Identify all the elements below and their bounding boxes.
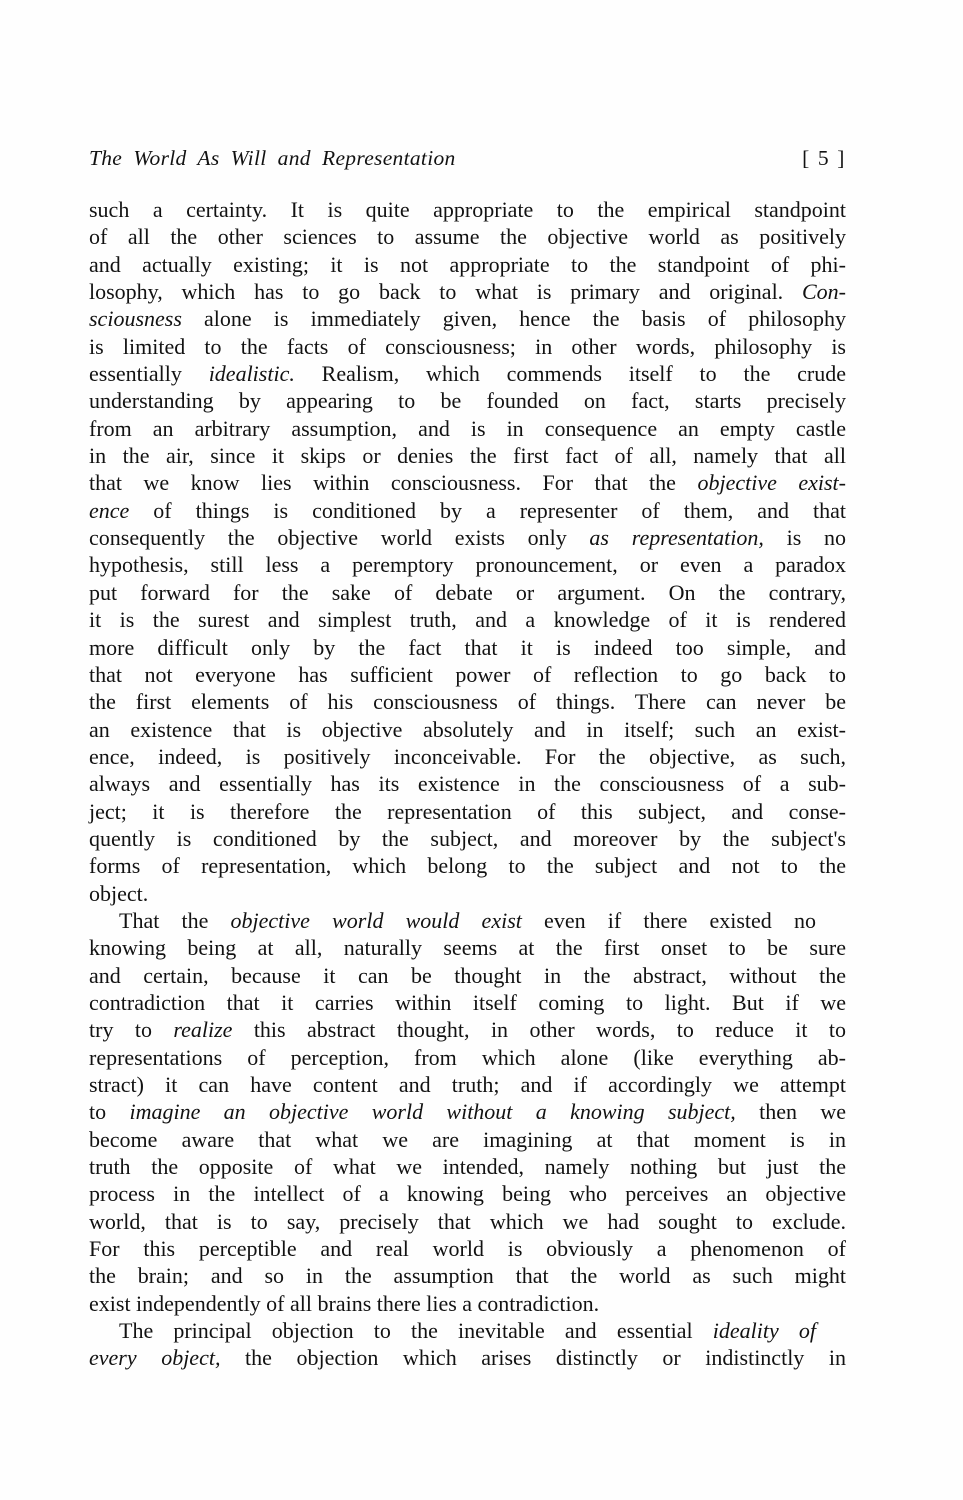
emphasis-text: ence: [89, 497, 130, 523]
plain-text: and actually existing; it is not appropriate to the standpoint of phi-: [89, 251, 846, 277]
plain-text: contradiction that it carries within itself coming to light. But if we: [89, 989, 846, 1015]
text-line-content: [89, 798, 846, 825]
plain-text: alone is immediately given, hence the basis of philosophy: [181, 306, 846, 332]
text-line-content: [89, 251, 846, 278]
plain-text: of things is conditioned by a representer of them, and that: [129, 497, 846, 523]
text-line: [89, 852, 846, 879]
text-line-content: [89, 579, 846, 606]
text-line-content: [89, 661, 846, 688]
paragraph-3: [89, 1317, 846, 1372]
emphasis-text: ideality of: [712, 1318, 816, 1344]
text-line-content: [119, 907, 816, 934]
emphasis-text: sciousness: [89, 306, 182, 332]
text-line: [89, 579, 846, 606]
text-line-content: [89, 770, 846, 797]
plain-text: from an arbitrary assumption, and is in consequence an empty castle: [89, 415, 846, 441]
plain-text: of all the other sciences to assume the objective world as positively: [89, 224, 846, 250]
text-line-content: [89, 1208, 846, 1235]
text-line: [89, 934, 846, 961]
text-line-content: [89, 634, 846, 661]
plain-text: That the: [119, 907, 231, 933]
text-line-content: [89, 278, 846, 305]
text-line: [89, 442, 846, 469]
text-line: [89, 1126, 846, 1153]
text-line: [89, 1071, 846, 1098]
plain-text: is no: [763, 525, 846, 551]
plain-text: essentially: [89, 361, 209, 387]
plain-text: always and essentially has its existence in the consciousness of a sub-: [89, 771, 846, 797]
text-line: [89, 1208, 846, 1235]
plain-text: even if there existed no: [521, 907, 816, 933]
text-line: [89, 606, 846, 633]
plain-text: become aware that what we are imagining at that moment is in: [89, 1126, 846, 1152]
text-line-content: [89, 934, 846, 961]
text-line: [89, 305, 846, 332]
text-line-content: [89, 387, 846, 414]
plain-text: knowing being at all, naturally seems at the first onset to be sure: [89, 935, 846, 961]
plain-text: an existence that is objective absolutely and in itself; such an exist-: [89, 716, 846, 742]
text-line: [89, 634, 846, 661]
text-line-content: [89, 360, 846, 387]
text-line: [89, 278, 846, 305]
plain-text: that not everyone has sufficient power of reflection to go back to: [89, 661, 846, 687]
text-line-content: [89, 743, 846, 770]
text-line-content: [89, 1153, 846, 1180]
plain-text: more difficult only by the fact that it is indeed too simple, and: [89, 634, 846, 660]
emphasis-text: idealistic.: [208, 361, 295, 387]
plain-text: The principal objection to the inevitable and essential: [119, 1318, 713, 1344]
plain-text: hypothesis, still less a peremptory pronouncement, or even a paradox: [89, 552, 846, 578]
plain-text: such a certainty. It is quite appropriate to the empirical standpoint: [89, 197, 846, 222]
text-line-content: [89, 989, 846, 1016]
text-line-content: [89, 1290, 599, 1317]
text-line-content: [89, 1071, 846, 1098]
emphasis-text: every object,: [89, 1345, 221, 1371]
plain-text: understanding by appearing to be founded on fact, starts precisely: [89, 388, 846, 414]
plain-text: and certain, because it can be thought in the abstract, without the: [89, 962, 846, 988]
text-line: [89, 223, 846, 250]
plain-text: ence, indeed, is positively inconceivable. For the objective, as such,: [89, 743, 846, 769]
plain-text: this abstract thought, in other words, to reduce it to: [232, 1017, 846, 1043]
text-line: [89, 1016, 846, 1043]
text-line-content: [89, 1016, 846, 1043]
emphasis-text: objective world would exist: [230, 907, 522, 933]
text-line: [89, 196, 846, 223]
plain-text: process in the intellect of a knowing being who perceives an objective: [89, 1181, 846, 1207]
text-line: [89, 962, 846, 989]
text-line-content: [119, 1317, 816, 1344]
text-line: [89, 798, 846, 825]
text-line: [89, 1344, 846, 1371]
text-line-content: [89, 716, 846, 743]
emphasis-text: as representation,: [589, 525, 764, 551]
text-line: [89, 661, 846, 688]
text-line-content: [89, 415, 846, 442]
text-line: [89, 415, 846, 442]
body-text: [89, 196, 846, 1372]
text-line: [89, 1153, 846, 1180]
text-line-content: [89, 1262, 846, 1289]
plain-text: losophy, which has to go back to what is primary and original.: [89, 279, 802, 305]
text-line-content: [89, 196, 846, 223]
text-line-content: [89, 825, 846, 852]
plain-text: it is the surest and simplest truth, and a knowledge of it is rendered: [89, 607, 846, 633]
running-head: [89, 146, 846, 180]
plain-text: to: [89, 1099, 130, 1125]
plain-text: put forward for the sake of debate or argument. On the contrary,: [89, 579, 846, 605]
plain-text: try to: [89, 1017, 174, 1043]
text-line-content: [89, 1098, 846, 1125]
text-line: [89, 469, 846, 496]
text-line: [89, 716, 846, 743]
paragraph-2: [89, 907, 846, 1317]
text-line: [89, 1290, 846, 1317]
text-line: [89, 1098, 846, 1125]
plain-text: forms of representation, which belong to the subject and not to the: [89, 853, 846, 879]
text-line-content: [89, 1126, 846, 1153]
paragraph-1: [89, 196, 846, 907]
emphasis-text: realize: [173, 1017, 233, 1043]
text-line: [89, 880, 846, 907]
text-line-content: [89, 223, 846, 250]
plain-text: the objection which arises distinctly or indistinctly in: [220, 1345, 846, 1371]
text-line: [89, 360, 846, 387]
text-line: [89, 1262, 846, 1289]
text-line: [89, 497, 846, 524]
plain-text: quently is conditioned by the subject, and moreover by the subject's: [89, 825, 846, 851]
plain-text: exist independently of all brains there lies a contradiction.: [89, 1290, 600, 1316]
text-line: [89, 1235, 846, 1262]
plain-text: then we: [735, 1099, 846, 1125]
text-line-content: [89, 442, 846, 469]
text-line-content: [89, 688, 846, 715]
plain-text: the brain; and so in the assumption that the world as such might: [89, 1263, 846, 1289]
text-line-content: [89, 852, 846, 879]
text-line: [89, 1180, 846, 1207]
text-line-content: [89, 1044, 846, 1071]
plain-text: world, that is to say, precisely that which we had sought to exclude.: [89, 1208, 846, 1234]
plain-text: Realism, which commends itself to the crude: [294, 361, 847, 387]
plain-text: in the air, since it skips or denies the first fact of all, namely that all: [89, 443, 846, 469]
text-line-content: [89, 1235, 846, 1262]
plain-text: the first elements of his consciousness of things. There can never be: [89, 689, 846, 715]
emphasis-text: Con-: [802, 279, 846, 305]
text-line: [89, 907, 846, 934]
text-line-content: [89, 1180, 846, 1207]
text-line-content: [89, 880, 148, 907]
text-line: [89, 989, 846, 1016]
plain-text: truth the opposite of what we intended, namely nothing but just the: [89, 1154, 846, 1180]
text-line: [89, 551, 846, 578]
running-head-title: The World As Will and Representation: [89, 146, 456, 170]
plain-text: that we know lies within consciousness. For that the: [89, 470, 698, 496]
text-line-content: [89, 551, 846, 578]
text-line-content: [89, 497, 846, 524]
plain-text: representations of perception, from which alone (like everything ab-: [89, 1044, 846, 1070]
plain-text: For this perceptible and real world is obviously a phenomenon of: [89, 1236, 846, 1262]
emphasis-text: objective exist-: [697, 470, 846, 496]
plain-text: object.: [89, 880, 149, 906]
text-line-content: [89, 333, 846, 360]
plain-text: is limited to the facts of consciousness; in other words, philosophy is: [89, 333, 846, 359]
text-line: [89, 524, 846, 551]
text-line-content: [89, 524, 846, 551]
text-block: [89, 146, 846, 1372]
text-line-content: [89, 1344, 846, 1371]
text-line: [89, 333, 846, 360]
text-line-content: [89, 606, 846, 633]
text-line: [89, 688, 846, 715]
text-line: [89, 387, 846, 414]
text-line: [89, 1044, 846, 1071]
text-line: [89, 825, 846, 852]
plain-text: ject; it is therefore the representation of this subject, and conse-: [89, 798, 846, 824]
page-folio-number: [ 5 ]: [802, 146, 846, 170]
text-line: [89, 743, 846, 770]
plain-text: stract) it can have content and truth; and if accordingly we attempt: [89, 1072, 846, 1097]
text-line-content: [89, 305, 846, 332]
text-line: [89, 1317, 846, 1344]
plain-text: consequently the objective world exists only: [89, 525, 590, 551]
text-line: [89, 251, 846, 278]
text-line: [89, 770, 846, 797]
text-line-content: [89, 469, 846, 496]
text-line-content: [89, 962, 846, 989]
emphasis-text: imagine an objective world without a knowing subject,: [129, 1099, 736, 1125]
